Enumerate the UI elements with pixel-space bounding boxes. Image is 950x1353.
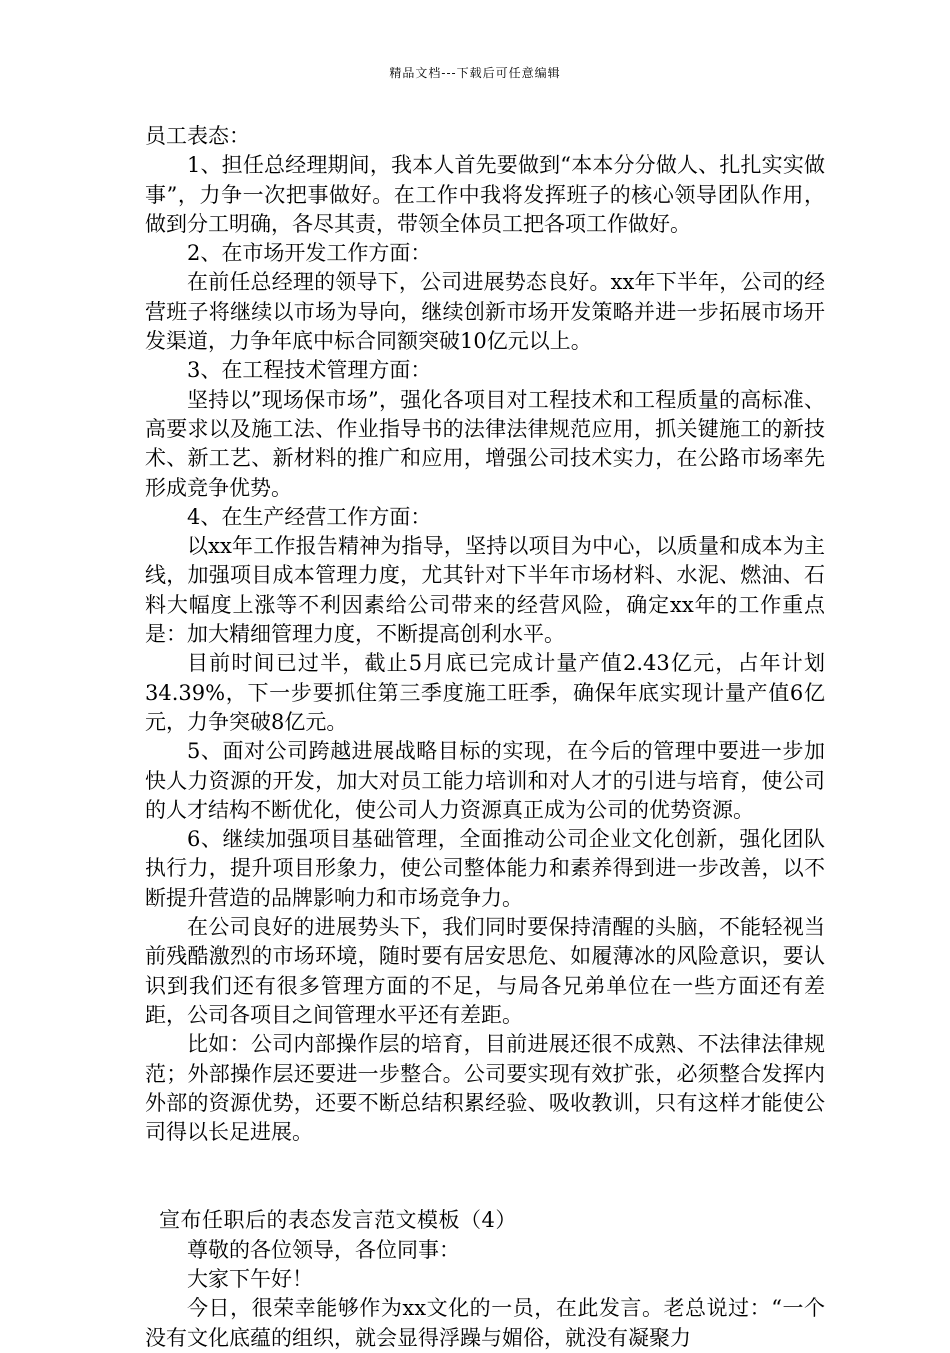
paragraph: 在公司良好的进展势头下，我们同时要保持清醒的头脑，不能轻视当前残酷激烈的市场环境，随时要有居安思危、如履薄冰的风险意识，要认识到我们还有很多管理方面的不足，与局各兄弟单位在一些方面还有差距，公司各项目之间管理水平还有差距。 — [145, 915, 825, 1027]
paragraph: 今日，很荣幸能够作为xx文化的一员，在此发言。老总说过：“一个没有文化底蕴的组织，就会显得浮躁与媚俗，就没有凝聚力 — [145, 1296, 825, 1350]
paragraph: 比如：公司内部操作层的培育，目前进展还很不成熟、不法律法律规范；外部操作层还要进一步整合。公司要实现有效扩张，必须整合发挥内外部的资源优势，还要不断总结积累经验、吸收教训，只有这样才能使公司得以长足进展。 — [145, 1032, 825, 1145]
document-body — [145, 122, 825, 1353]
paragraph: 大家下午好！ — [187, 1266, 313, 1291]
paragraph: 2、在市场开发工作方面： — [187, 241, 432, 266]
paragraph: 坚持以”现场保市场”，强化各项目对工程技术和工程质量的高标准、高要求以及施工法、作业指导书的法律法律规范应用，抓关键施工的新技术、新工艺、新材料的推广和应用，增强公司技术实力，在公路市场率先形成竞争优势。 — [145, 387, 825, 500]
paragraph: 尊敬的各位领导，各位同事： — [187, 1237, 460, 1262]
paragraph: 1、担任总经理期间，我本人首先要做到“本本分分做人、扎扎实实做事”，力争一次把事做好。在工作中我将发挥班子的核心领导团队作用，做到分工明确，各尽其责，带领全体员工把各项工作做好。 — [145, 153, 825, 236]
paragraph: 在前任总经理的领导下，公司进展势态良好。xx年下半年，公司的经营班子将继续以市场为导向，继续创新市场开发策略并进一步拓展市场开发渠道，力争年底中标合同额突破10亿元以上。 — [145, 270, 825, 354]
section-spacer — [145, 1147, 825, 1206]
paragraph: 4、在生产经营工作方面： — [187, 504, 432, 529]
section-lead: 员工表态： — [145, 124, 250, 148]
paragraph: 6、继续加强项目基础管理，全面推动公司企业文化创新，强化团队执行力，提升项目形象力，使公司整体能力和素养得到进一步改善，以不断提升营造的品牌影响力和市场竞争力。 — [145, 827, 825, 910]
paragraph: 5、面对公司跨越进展战略目标的实现，在今后的管理中要进一步加快人力资源的开发，加大对员工能力培训和对人才的引进与培育，使公司的人才结构不断优化，使公司人力资源真正成为公司的优势资源。 — [145, 739, 825, 822]
paragraph: 3、在工程技术管理方面： — [187, 358, 432, 383]
paragraph: 目前时间已过半，截止5月底已完成计量产值2.43亿元，占年计划34.39%，下一步要抓住第三季度施工旺季，确保年底实现计量产值6亿元，力争突破8亿元。 — [145, 651, 825, 734]
section-title: 宣布任职后的表态发言范文模板（4） — [159, 1208, 517, 1233]
page-header: 精品文档---下载后可任意编辑 — [389, 66, 561, 80]
paragraph: 以xx年工作报告精神为指导，坚持以项目为中心，以质量和成本为主线，加强项目成本管理力度，尤其针对下半年市场材料、水泥、燃油、石料大幅度上涨等不利因素给公司带来的经营风险，确定xx年的工作重点是：加大精细管理力度，不断提高创利水平。 — [145, 534, 825, 647]
